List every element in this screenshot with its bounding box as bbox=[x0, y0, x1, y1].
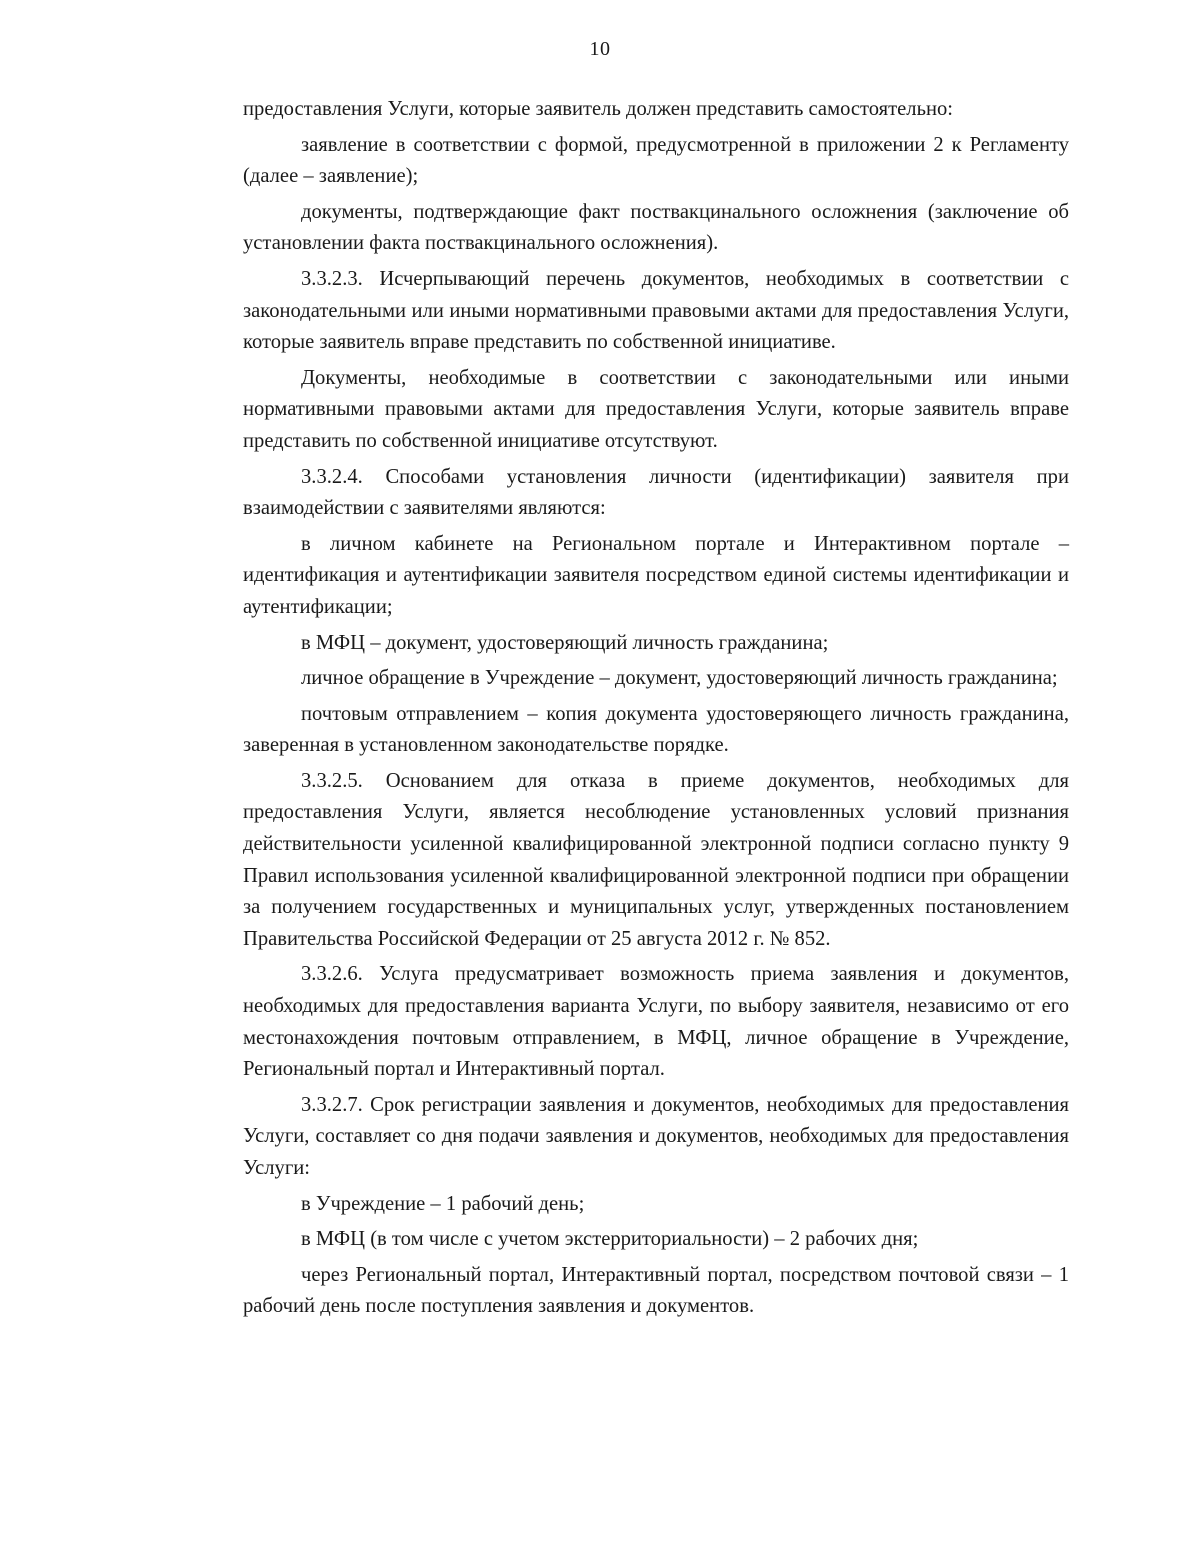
paragraph-6: в личном кабинете на Региональном портале и Интерактивном портале – идентификация и аутентификации заявителя посредством единой системы идентификации и аутентификации; bbox=[243, 532, 1069, 618]
paragraph-5: 3.3.2.4. Способами установления личности (идентификации) заявителя при взаимодействии с заявителями являются: bbox=[243, 465, 1069, 520]
paragraph-8: личное обращение в Учреждение – документ, удостоверяющий личность гражданина; bbox=[301, 667, 1058, 690]
paragraph-2: документы, подтверждающие факт поствакцинального осложнения (заключение об установлении факта поствакцинального осложнения). bbox=[243, 200, 1069, 255]
paragraph-9: почтовым отправлением – копия документа удостоверяющего личность гражданина, заверенная в установленном законодательстве порядке. bbox=[243, 702, 1069, 757]
paragraph-1: заявление в соответствии с формой, предусмотренной в приложении 2 к Регламенту (далее – заявление); bbox=[243, 133, 1069, 188]
paragraph-3: 3.3.2.3. Исчерпывающий перечень документов, необходимых в соответствии с законодательными или иными нормативными правовыми актами для предоставления Услуги, которые заявитель вправе представить по собственной инициативе. bbox=[243, 267, 1069, 354]
paragraph-15: через Региональный портал, Интерактивный портал, посредством почтовой связи – 1 рабочий день после поступления заявления и документов. bbox=[243, 1263, 1069, 1318]
paragraph-10: 3.3.2.5. Основанием для отказа в приеме документов, необходимых для предоставления Услуги, является несоблюдение установленных условий признания действительности усиленной квалифицированной электронной подписи согласно пункту 9 Правил использования усиленной квалифицированной электронной подписи при обращении за получением государственных и муниципальных услуг, утвержденных постановлением Правительства Российской Федерации от 25 августа 2012 г. № 852. bbox=[243, 769, 1069, 950]
paragraph-7: в МФЦ – документ, удостоверяющий личность гражданина; bbox=[301, 631, 829, 654]
page-number: 10 bbox=[589, 38, 611, 60]
paragraph-13: в Учреждение – 1 рабочий день; bbox=[301, 1192, 585, 1215]
paragraph-4: Документы, необходимые в соответствии с законодательными или иными нормативными правовыми актами для предоставления Услуги, которые заявитель вправе представить по собственной инициативе отсутствуют. bbox=[243, 366, 1069, 452]
paragraph-11: 3.3.2.6. Услуга предусматривает возможность приема заявления и документов, необходимых для предоставления варианта Услуги, по выбору заявителя, независимо от его местонахождения почтовым отправлением, в МФЦ, личное обращение в Учреждение, Региональный портал и Интерактивный портал. bbox=[243, 963, 1069, 1081]
paragraph-14: в МФЦ (в том числе с учетом экстерриториальности) – 2 рабочих дня; bbox=[301, 1228, 919, 1251]
document-body bbox=[243, 94, 1069, 1327]
paragraph-12: 3.3.2.7. Срок регистрации заявления и документов, необходимых для предоставления Услуги, составляет со дня подачи заявления и документов, необходимых для предоставления Услуги: bbox=[243, 1093, 1069, 1179]
paragraph-0: предоставления Услуги, которые заявитель должен представить самостоятельно: bbox=[243, 98, 954, 120]
